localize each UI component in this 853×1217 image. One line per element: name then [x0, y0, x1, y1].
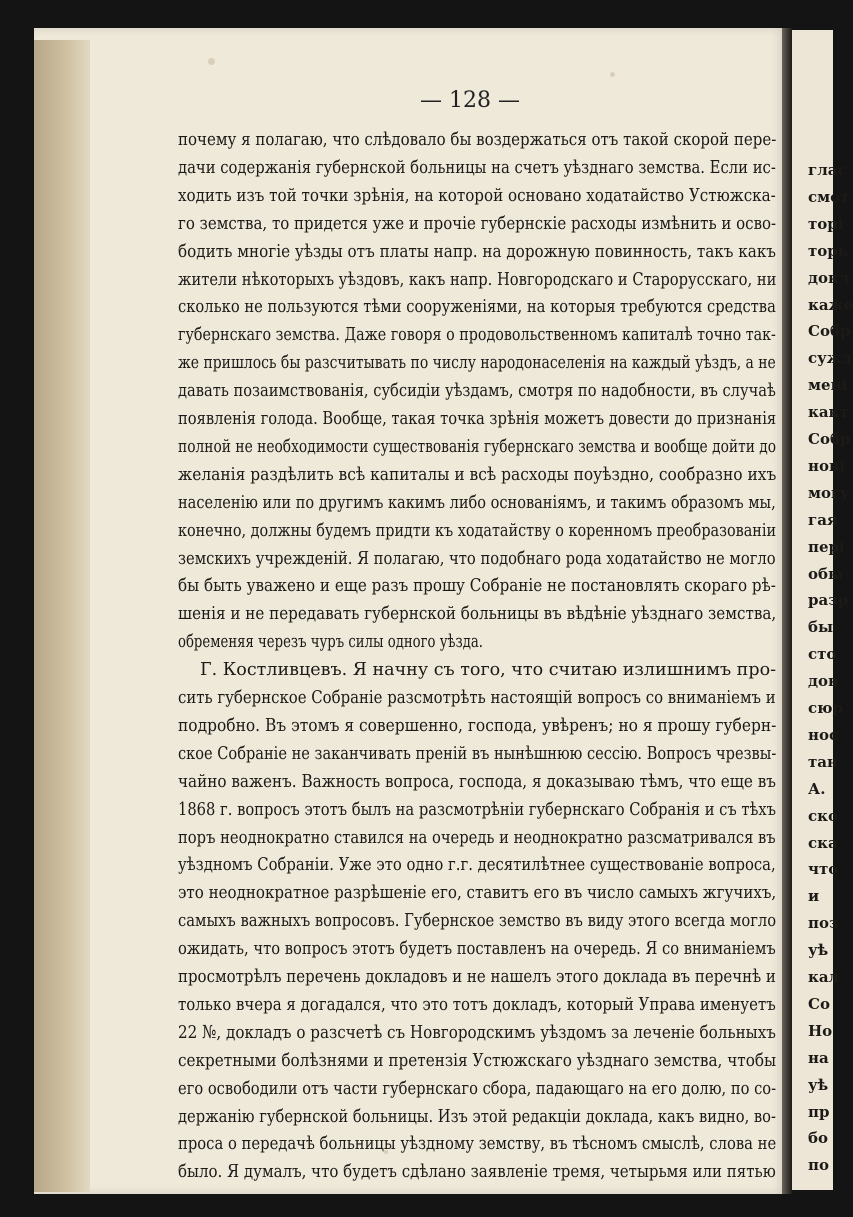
text-line: губернскаго земства. Даже говоря о продовольственномъ капиталѣ точно так- — [178, 324, 776, 345]
next-page-line-fragment: Со — [808, 995, 830, 1013]
text-line: проса о передачѣ больницы уѣздному земству, въ тѣсномъ смыслѣ, слова не — [178, 1133, 777, 1154]
text-line: появленія голода. Вообще, такая точка зрѣнія можетъ довести до признанія — [178, 408, 777, 429]
text-line: подробно. Въ этомъ я совершенно, господа, увѣренъ; но я прошу губерн- — [178, 715, 777, 736]
text-line: секретными болѣзнями и претензія Устюжскаго уѣзднаго земства, чтобы — [178, 1050, 777, 1071]
text-line: было. Я думалъ, что будетъ сдѣлано заявленіе тремя, четырьмя или пятью — [178, 1161, 776, 1182]
next-page-line-fragment: сюр — [808, 699, 844, 717]
next-page-line-fragment: и — [808, 887, 820, 905]
text-line: сколько не пользуются тѣми сооруженіями, на которыя требуются средства — [178, 296, 776, 317]
next-page-line-fragment: Но — [808, 1022, 833, 1040]
text-line: его освободили отъ части губернскаго сбора, падающаго на его долю, по со- — [178, 1078, 777, 1099]
next-page-line-fragment: какт — [808, 403, 849, 421]
next-page-line-fragment: торь — [808, 242, 848, 260]
text-line: ское Собраніе не заканчивать преній въ нынѣшнюю сессію. Вопросъ чрезвы- — [178, 743, 777, 764]
text-line: почему я полагаю, что слѣдовало бы воздержаться отъ такой скорой пере- — [178, 129, 777, 150]
next-page-line-fragment: пері — [808, 538, 845, 556]
next-page-line-fragment: могу — [808, 484, 850, 502]
text-line: держанію губернской больницы. Изъ этой редакціи доклада, какъ видно, во- — [178, 1106, 776, 1127]
next-page-line-fragment: уѣ — [808, 1076, 829, 1094]
next-page-line-fragment: тан — [808, 753, 838, 771]
text-line: уѣздномъ Собраніи. Уже это одно г.г. десятилѣтнее существованіе вопроса, — [178, 854, 776, 875]
text-line: земскихъ учрежденій. Я полагаю, что подобнаго рода ходатайство не могло — [178, 548, 776, 569]
next-page-line-fragment: что — [808, 860, 839, 878]
text-line: только вчера я догадался, что это тотъ докладъ, который Управа именуетъ — [178, 994, 776, 1015]
text-line: шенія и не передавать губернской больницы въ вѣдѣніе уѣзднаго земства, — [178, 603, 777, 624]
text-line: полной не необходимости существованія губернскаго земства и вообще дойти до — [178, 436, 777, 457]
next-page-line-fragment: дов — [808, 672, 839, 690]
text-line: просмотрѣлъ перечень докладовъ и не нашелъ этого доклада въ перечнѣ и — [178, 966, 776, 987]
next-page-line-fragment: разр — [808, 591, 849, 609]
next-page-line-fragment: Собр — [808, 322, 851, 340]
next-page-line-fragment: Собр — [808, 430, 851, 448]
text-line: дачи содержанія губернской больницы на счетъ уѣзднаго земства. Если ис- — [178, 157, 776, 178]
next-page-edge — [790, 30, 853, 1190]
next-page-line-fragment: мені — [808, 376, 848, 394]
next-page-line-fragment: каже — [808, 296, 853, 314]
next-page-line-fragment: ско — [808, 807, 838, 825]
page-gutter — [782, 28, 792, 1194]
next-page-line-fragment: на — [808, 1049, 829, 1067]
foxing-spot — [610, 72, 615, 77]
page-number: — 128 — — [420, 88, 520, 113]
next-page-line-fragment: по — [808, 1156, 829, 1174]
next-page-line-fragment: смот — [808, 188, 850, 206]
next-page-line-fragment: бы — [808, 618, 834, 636]
next-page-line-fragment: нос — [808, 726, 839, 744]
binding-strip — [34, 40, 90, 1192]
next-page-line-fragment: кал — [808, 968, 840, 986]
next-page-line-fragment: гая — [808, 511, 838, 529]
next-page-line-fragment: глас — [808, 161, 847, 179]
text-line: населенію или по другимъ какимъ либо основаніямъ, и такимъ образомъ мы, — [178, 492, 776, 513]
next-page-line-fragment: обы — [808, 565, 844, 583]
next-page-line-fragment: торі — [808, 215, 844, 233]
next-page-line-fragment: уѣ — [808, 941, 829, 959]
text-line: го земства, то придется уже и прочіе губернскіе расходы измѣнить и осво- — [178, 213, 777, 234]
text-line: ходить изъ той точки зрѣнія, на которой основано ходатайство Устюжска- — [178, 185, 776, 206]
text-line: давать позаимствованія, субсидіи уѣздамъ, смотря по надобности, въ случаѣ — [178, 380, 776, 401]
next-page-line-fragment: докл — [808, 269, 850, 287]
next-page-line-fragment: сто — [808, 645, 837, 663]
text-line: Г. Костливцевъ. Я начну съ того, что считаю излишнимъ про- — [200, 659, 777, 680]
next-page-line-fragment: нові — [808, 457, 846, 475]
text-line: это неоднократное разрѣшеніе его, ставитъ его въ число самыхъ жгучихъ, — [178, 882, 777, 903]
text-line: бодить многіе уѣзды отъ платы напр. на дорожную повинность, такъ какъ — [178, 241, 776, 262]
next-page-line-fragment: бо — [808, 1129, 829, 1147]
text-line: конечно, должны будемъ придти къ ходатайству о коренномъ преобразованіи — [178, 520, 777, 541]
text-line: же пришлось бы разсчитывать по числу народонаселенія на каждый уѣздъ, а не — [178, 352, 776, 373]
next-page-line-fragment: поз — [808, 914, 839, 932]
text-line: ожидать, что вопросъ этотъ будетъ поставленъ на очередь. Я со вниманіемъ — [178, 938, 776, 959]
text-line: самыхъ важныхъ вопросовъ. Губернское земство въ виду этого всегда могло — [178, 910, 777, 931]
text-line: жители нѣкоторыхъ уѣздовъ, какъ напр. Новгородскаго и Старорусскаго, ни — [178, 269, 777, 290]
next-page-line-fragment: сужд — [808, 349, 852, 367]
text-line: 22 №, докладъ о разсчетѣ съ Новгородскимъ уѣздомъ за леченіе больныхъ — [178, 1022, 776, 1043]
foxing-spot — [208, 58, 215, 65]
next-page-line-fragment: пр — [808, 1103, 830, 1121]
text-line: обременяя черезъ чуръ силы одного уѣзда. — [178, 631, 483, 652]
text-line: 1868 г. вопросъ этотъ былъ на разсмотрѣніи губернскаго Собранія и съ тѣхъ — [178, 799, 777, 820]
next-page-line-fragment: А. — [808, 780, 826, 798]
text-line: желанія раздѣлить всѣ капиталы и всѣ расходы поуѣздно, сообразно ихъ — [178, 464, 777, 485]
text-line: сить губернское Собраніе разсмотрѣть настоящій вопросъ со вниманіемъ и — [178, 687, 776, 708]
next-page-line-fragment: ска — [808, 834, 838, 852]
text-line: бы быть уважено и еще разъ прошу Собраніе не постановлять скораго рѣ- — [178, 575, 776, 596]
text-line: чайно важенъ. Важность вопроса, господа, я доказываю тѣмъ, что еще въ — [178, 771, 776, 792]
text-line: поръ неоднократно ставился на очередь и неоднократно разсматривался въ — [178, 827, 776, 848]
